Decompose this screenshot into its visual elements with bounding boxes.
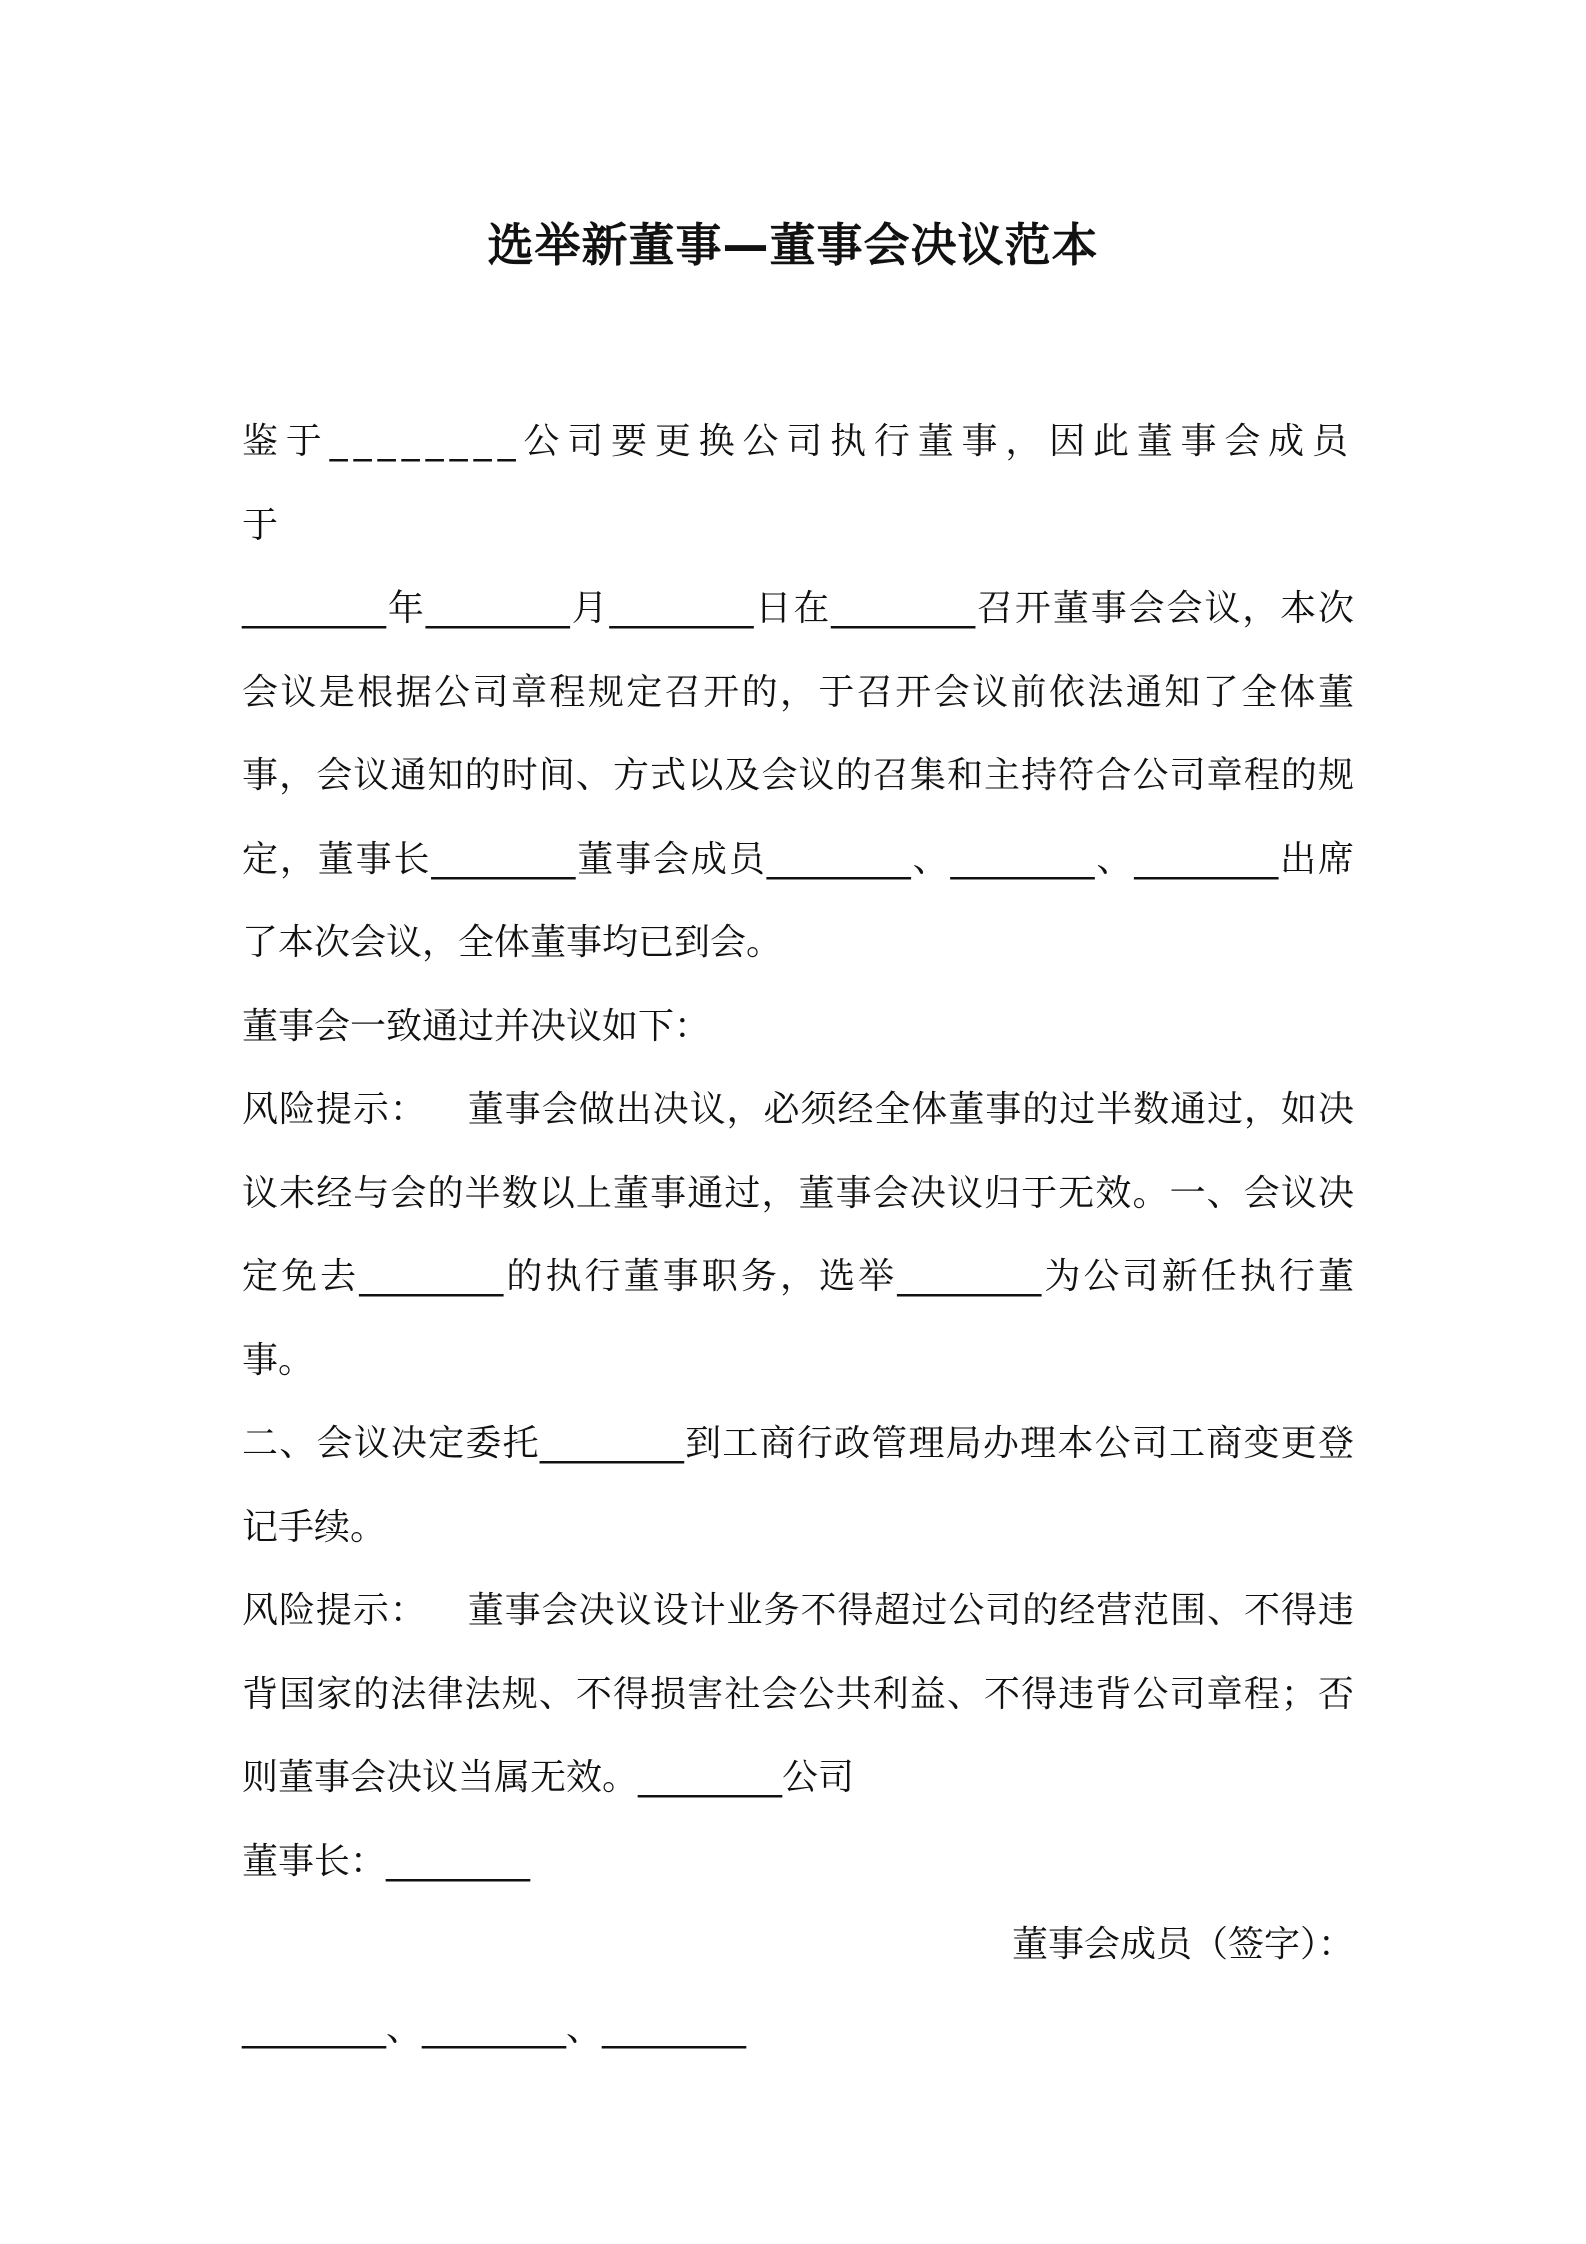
board-members-signature-label: 董事会成员（签字）：: [1011, 1924, 1354, 1965]
document-body: [242, 400, 1354, 2070]
paragraph-risk-notice-1: [242, 1068, 1354, 1402]
paragraph-risk-notice-2: [242, 1569, 1354, 1820]
risk-notice-label: 风险提示：: [242, 1089, 427, 1130]
board-members-signature-blanks: ________、________、________: [242, 2007, 746, 2049]
paragraph-intro: ________年________月________日在________召开董事会会议，本次会议是根据公司章程规定召开的，于召开会议前依法通知了全体董事，会议通知的时间、方式以及会议的召集和主持符合公司章程的规定，董事长________董事会成员________、________、________出席了本次会议，全体董事均已到会。: [242, 588, 1354, 963]
paragraph-resolution-heading: 董事会一致通过并决议如下：: [242, 1005, 711, 1047]
document-title: 选举新董事—董事会决议范本: [487, 218, 1099, 272]
paragraph-resolution-2: 二、会议决定委托________到工商行政管理局办理本公司工商变更登记手续。: [242, 1423, 1354, 1548]
risk-notice-text: 董事会做出决议，必须经全体董事的过半数通过，如决议未经与会的半数以上董事通过，董事会决议归于无效。一、会议决定免去________的执行董事职务，选举________为公司新任执行董事。: [242, 1089, 1354, 1381]
risk-notice-label: 风险提示：: [242, 1590, 427, 1631]
paragraph-intro-line1: 鉴于________公司要更换公司执行董事，因此董事会成员于: [242, 421, 1354, 546]
risk-notice-text: 董事会决议设计业务不得超过公司的经营范围、不得违背国家的法律法规、不得损害社会公共利益、不得违背公司章程；否则董事会决议当属无效。________公司: [242, 1590, 1354, 1798]
chairman-signature-line: 董事长：________: [242, 1840, 531, 1882]
